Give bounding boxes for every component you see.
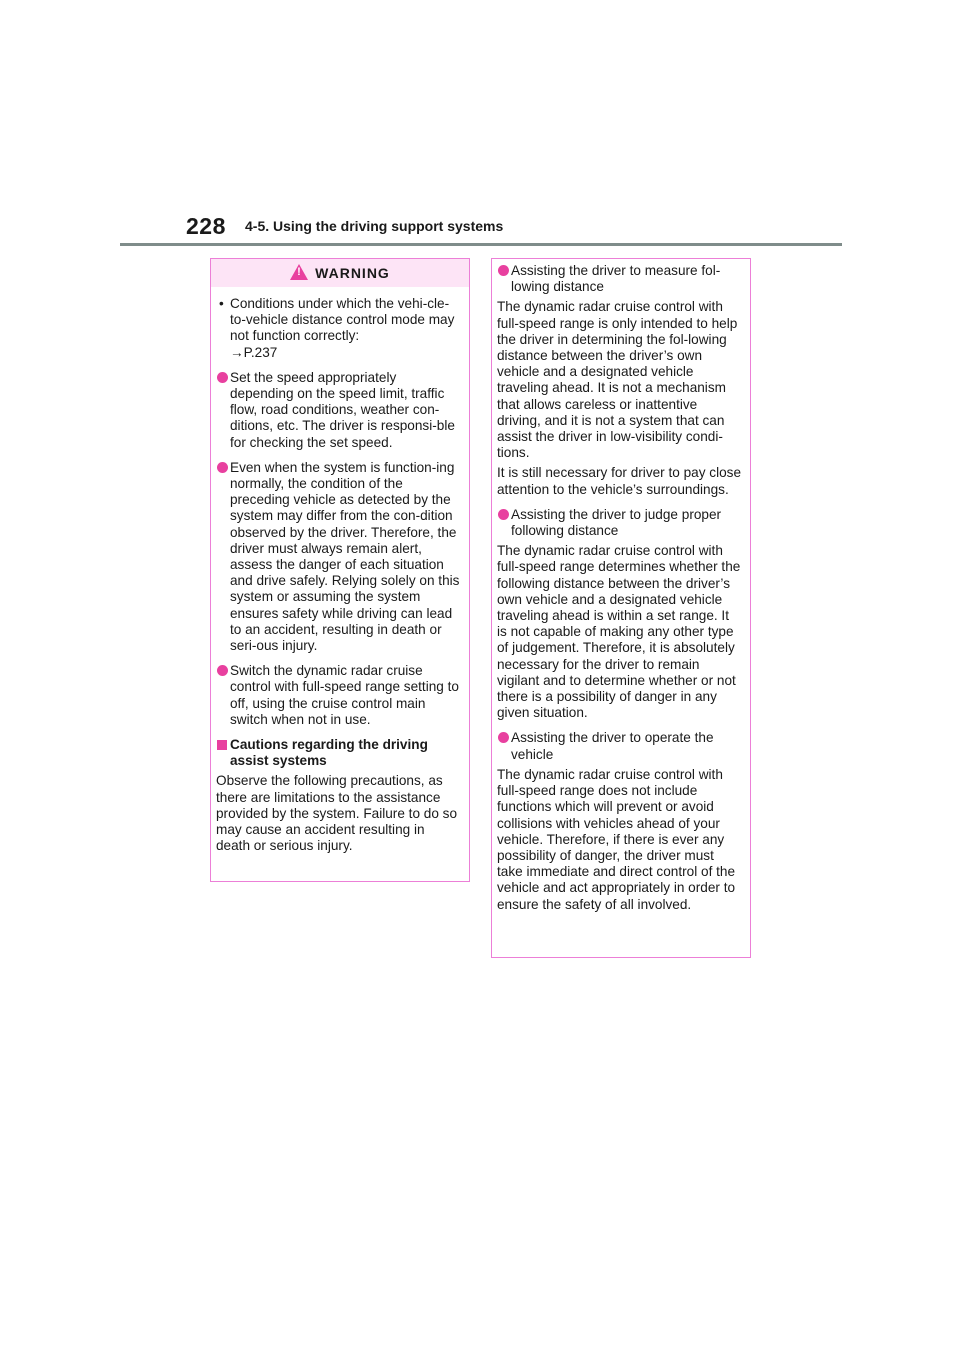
pink-circle-bullet-icon <box>217 462 228 473</box>
cautions-text: Observe the following precautions, as there are limitations to the assistance provided by the system. Failure to do so may cause an accident resulting in death or serious injury. <box>216 773 458 854</box>
right-item-heading <box>497 263 742 295</box>
pink-circle-bullet-icon <box>498 732 509 743</box>
pink-circle-bullet-icon <box>498 509 509 520</box>
warning-item <box>216 663 461 728</box>
pink-circle-bullet-icon <box>217 665 228 676</box>
right-paragraph: It is still necessary for driver to pay close attention to the vehicle’s surroundings. <box>497 465 742 497</box>
warning-intro-text: Conditions under which the vehi-cle-to-vehicle distance control mode may not function correctly: <box>230 296 455 344</box>
dot-bullet-icon: • <box>219 296 224 311</box>
right-item-heading-text: Assisting the driver to operate the vehicle <box>511 730 714 762</box>
right-item-heading-text: Assisting the driver to judge proper following distance <box>511 506 722 539</box>
cautions-heading: Cautions regarding the driving assist systems <box>230 737 428 769</box>
right-item-heading <box>497 730 742 762</box>
right-paragraph: The dynamic radar cruise control with full-speed range does not include functions which will prevent or avoid collisions with vehicles ahead of your vehicle. Therefore, if there is ever any possibility of danger, the driver must take immediate and direct control of the vehicle and act appropriately in order to ensure the safety of all involved. <box>497 766 736 912</box>
warning-header <box>211 259 469 287</box>
page-header <box>0 0 960 250</box>
page-reference-link[interactable]: →P.237 <box>230 344 278 360</box>
pink-circle-bullet-icon <box>498 265 509 276</box>
right-item-heading-text: Assisting the driver to measure fol-lowing distance <box>511 263 721 295</box>
warning-intro-item <box>216 296 461 361</box>
warning-item <box>216 370 461 451</box>
right-paragraph: The dynamic radar cruise control with full-speed range determines whether the following distance between the driver’s own vehicle and a designated vehicle traveling ahead is within a set range. It is not capable of making any other type of judgement. Therefore, it is absolutely necessary for the driver to remain vigilant and to determine whether or not there is a possibility of danger in any given situation. <box>497 543 741 721</box>
pink-circle-bullet-icon <box>217 372 228 383</box>
warning-item-text: Even when the system is function-ing normally, the condition of the preceding vehicle as detected by the system may differ from the con-dition observed by the driver. Therefore, the driver must always remain alert, assess the danger of each situation and drive safely. Relying solely on this system or assuming the system ensures safety while driving can lead to an accident, resulting in death or seri-ous injury. <box>230 459 460 654</box>
pink-square-bullet-icon <box>217 740 227 750</box>
right-item-heading <box>497 507 742 539</box>
warning-item <box>216 460 461 654</box>
warning-item-text: Switch the dynamic radar cruise control with full-speed range setting to off, using the cruise control main switch when not in use. <box>230 663 459 727</box>
warning-title: WARNING <box>315 264 390 281</box>
warning-panel <box>210 258 470 882</box>
page-number: 228 <box>186 213 226 239</box>
right-paragraph: The dynamic radar cruise control with full-speed range is only intended to help the driver in determining the fol-lowing distance between the driver’s own vehicle and a designated vehicle traveling ahead. It is not a mechanism that allows careless or inattentive driving, and it is not a system that can assist the driver in low-visibility condi-tions. <box>497 299 738 461</box>
header-rule <box>120 243 842 246</box>
warning-triangle-icon <box>290 264 308 280</box>
warning-panel-continued <box>491 258 751 958</box>
section-title: 4-5. Using the driving support systems <box>245 218 504 234</box>
warning-item-text: Set the speed appropriately depending on the speed limit, traffic flow, road conditions, weather con-ditions, etc. The driver is responsi-ble for checking the set speed. <box>230 369 455 450</box>
cautions-heading-item <box>216 737 461 769</box>
